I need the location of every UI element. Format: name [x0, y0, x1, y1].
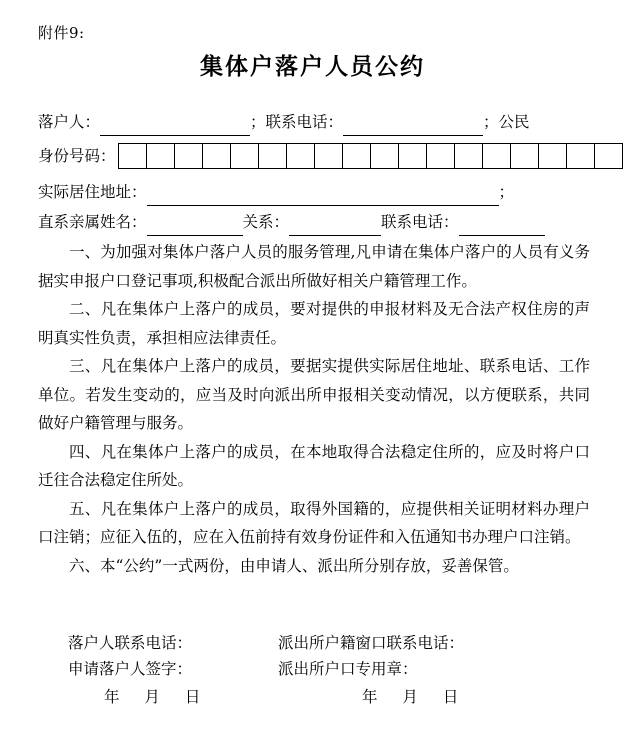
relative-name-label: 直系亲属姓名：	[38, 213, 147, 231]
document-body	[38, 108, 590, 580]
settler-field-row	[38, 108, 590, 136]
id-cell[interactable]	[315, 144, 343, 168]
id-cell[interactable]	[119, 144, 147, 168]
clause-item: 六、本“公约”一式两份，由申请人、派出所分别存放，妥善保管。	[69, 556, 519, 575]
clause-item: 五、凡在集体户上落户的成员，取得外国籍的，应提供相关证明材料办理户口注销；应征入伍的，应在入伍前持有效身份证件和入伍通知书办理户口注销。	[38, 499, 590, 546]
clause-item: 三、凡在集体户上落户的成员，要据实提供实际居住地址、联系电话、工作单位。若发生变动的，应当及时向派出所申报相关变动情况，以方便联系，共同做好户籍管理与服务。	[38, 357, 590, 432]
id-cell[interactable]	[399, 144, 427, 168]
station-seal-label: 派出所户口专用章：	[278, 660, 418, 678]
clause-item: 一、为加强对集体户落户人员的服务管理,凡申请在集体户落户的人员有义务据实申报户口登记事项,积极配合派出所做好相关户籍管理工作。	[38, 243, 590, 290]
signature-area	[38, 630, 590, 710]
id-cell[interactable]	[259, 144, 287, 168]
relative-phone-label: 联系电话：	[381, 213, 459, 231]
settler-input[interactable]	[100, 119, 250, 136]
id-cell[interactable]	[343, 144, 371, 168]
clause-item: 二、凡在集体户上落户的成员，要对提供的申报材料及无合法产权住房的声明真实性负责，承担相应法律责任。	[38, 300, 590, 347]
id-cell[interactable]	[203, 144, 231, 168]
id-number-boxes[interactable]	[118, 143, 623, 169]
id-number-row	[38, 142, 590, 170]
id-cell[interactable]	[595, 144, 623, 168]
id-cell[interactable]	[483, 144, 511, 168]
signature-row-1	[38, 630, 590, 656]
signature-row-2	[38, 656, 590, 682]
applicant-date-label: 年 月 日	[104, 688, 211, 706]
attachment-label: 附件9:	[38, 24, 85, 42]
phone-label: ；联系电话：	[250, 113, 344, 131]
id-cell[interactable]	[427, 144, 455, 168]
id-cell[interactable]	[287, 144, 315, 168]
citizen-label: ；公民	[483, 113, 530, 131]
id-cell[interactable]	[231, 144, 259, 168]
address-field-row	[38, 178, 590, 206]
applicant-signature-label: 申请落户人签字：	[68, 660, 193, 678]
clause-list	[38, 238, 590, 580]
station-window-contact-label: 派出所户籍窗口联系电话：	[278, 634, 465, 652]
id-number-label: 身份号码：	[38, 147, 116, 165]
id-cell[interactable]	[371, 144, 399, 168]
address-end-mark: ；	[498, 183, 515, 201]
page-title: 集体户落户人员公约	[200, 53, 425, 80]
clause-item: 四、凡在集体户上落户的成员，在本地取得合法稳定住所的，应及时将户口迁往合法稳定住所处。	[38, 442, 590, 489]
id-cell[interactable]	[175, 144, 203, 168]
relative-field-row	[38, 208, 590, 236]
relative-name-input[interactable]	[147, 219, 243, 236]
settler-label: 落户人：	[38, 113, 101, 131]
settler-contact-label: 落户人联系电话：	[68, 634, 193, 652]
station-date-label: 年 月 日	[362, 688, 469, 706]
relative-phone-input[interactable]	[459, 219, 545, 236]
relation-input[interactable]	[289, 219, 381, 236]
id-cell[interactable]	[147, 144, 175, 168]
address-input[interactable]	[147, 189, 499, 206]
signature-date-row	[38, 684, 590, 710]
id-cell[interactable]	[539, 144, 567, 168]
id-cell[interactable]	[455, 144, 483, 168]
address-label: 实际居住地址：	[38, 183, 147, 201]
relation-label: 关系：	[242, 213, 290, 231]
phone-input[interactable]	[343, 119, 483, 136]
id-cell[interactable]	[567, 144, 595, 168]
id-cell[interactable]	[511, 144, 539, 168]
